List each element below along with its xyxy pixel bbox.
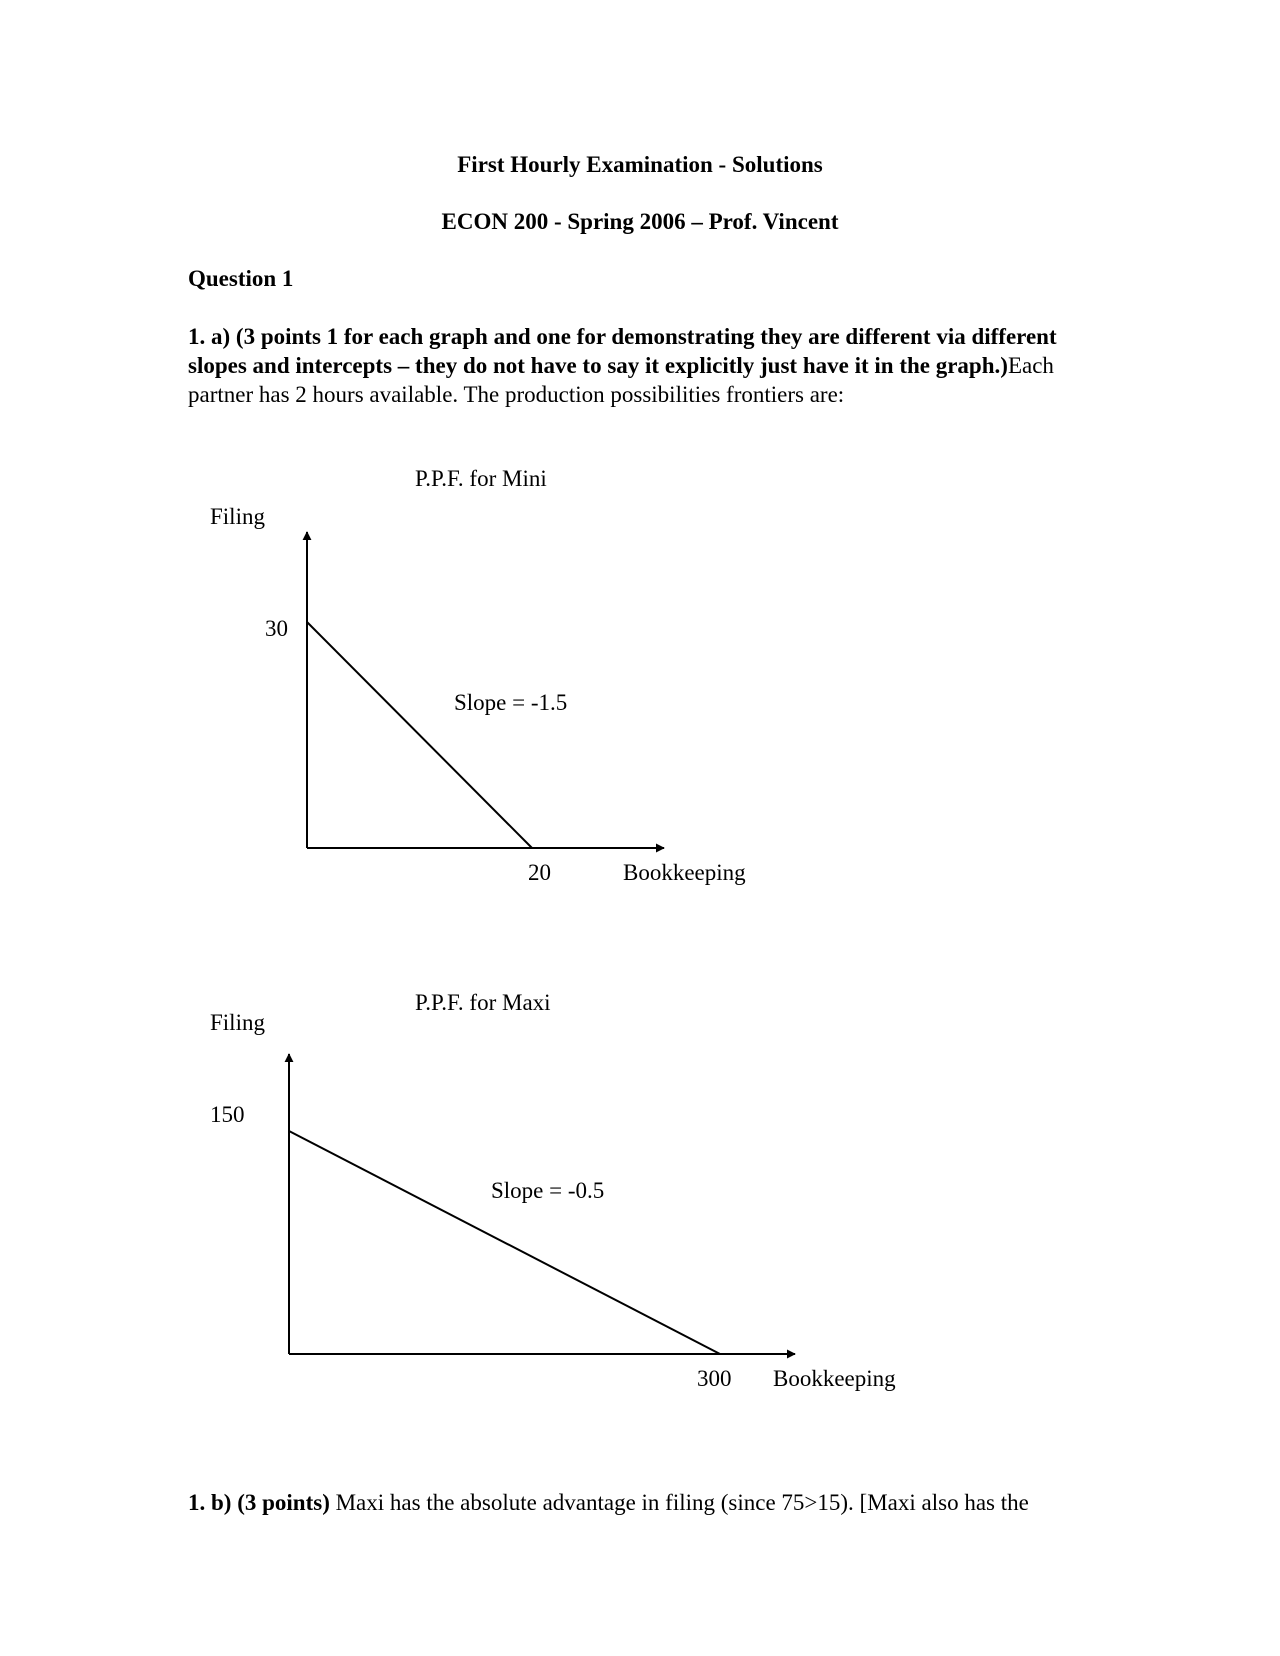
ppf-mini-frontier-line	[307, 622, 532, 848]
ppf-maxi-x-axis-label: Bookkeeping	[773, 1366, 896, 1391]
part-a-bold-text: 1. a) (3 points 1 for each graph and one for demonstrating they are different via different slopes and intercepts – they do not have to say it explicitly just have it in the graph.)	[188, 324, 1057, 378]
ppf-maxi-frontier-line	[289, 1131, 720, 1354]
part-b-bold-text: 1. b) (3 points)	[188, 1490, 330, 1515]
question-heading: Question 1	[188, 266, 294, 291]
document-title: First Hourly Examination - Solutions	[457, 152, 823, 177]
ppf-mini-title: P.P.F. for Mini	[415, 466, 547, 491]
ppf-maxi-y-axis-label: Filing	[210, 1010, 265, 1035]
course-info: ECON 200 - Spring 2006 – Prof. Vincent	[441, 209, 839, 234]
ppf-maxi-title: P.P.F. for Maxi	[415, 990, 551, 1015]
ppf-mini-y-intercept-label: 30	[265, 616, 288, 641]
part-a-text: Each partner has 2 hours available. The production possibilities frontiers are:	[188, 353, 1054, 407]
ppf-maxi-graph	[210, 990, 896, 1391]
ppf-maxi-slope-label: Slope = -0.5	[491, 1178, 605, 1203]
ppf-mini-graph	[210, 466, 746, 885]
ppf-maxi-y-intercept-label: 150	[210, 1102, 245, 1127]
ppf-mini-x-intercept-label: 20	[528, 860, 551, 885]
ppf-mini-slope-label: Slope = -1.5	[454, 690, 568, 715]
ppf-maxi-x-intercept-label: 300	[697, 1366, 732, 1391]
part-b-text: Maxi has the absolute advantage in filing (since 75>15). [Maxi also has the	[329, 1490, 1029, 1515]
ppf-mini-y-axis-label: Filing	[210, 504, 265, 529]
ppf-mini-x-axis-label: Bookkeeping	[623, 860, 746, 885]
part-b-paragraph	[188, 1488, 1108, 1517]
